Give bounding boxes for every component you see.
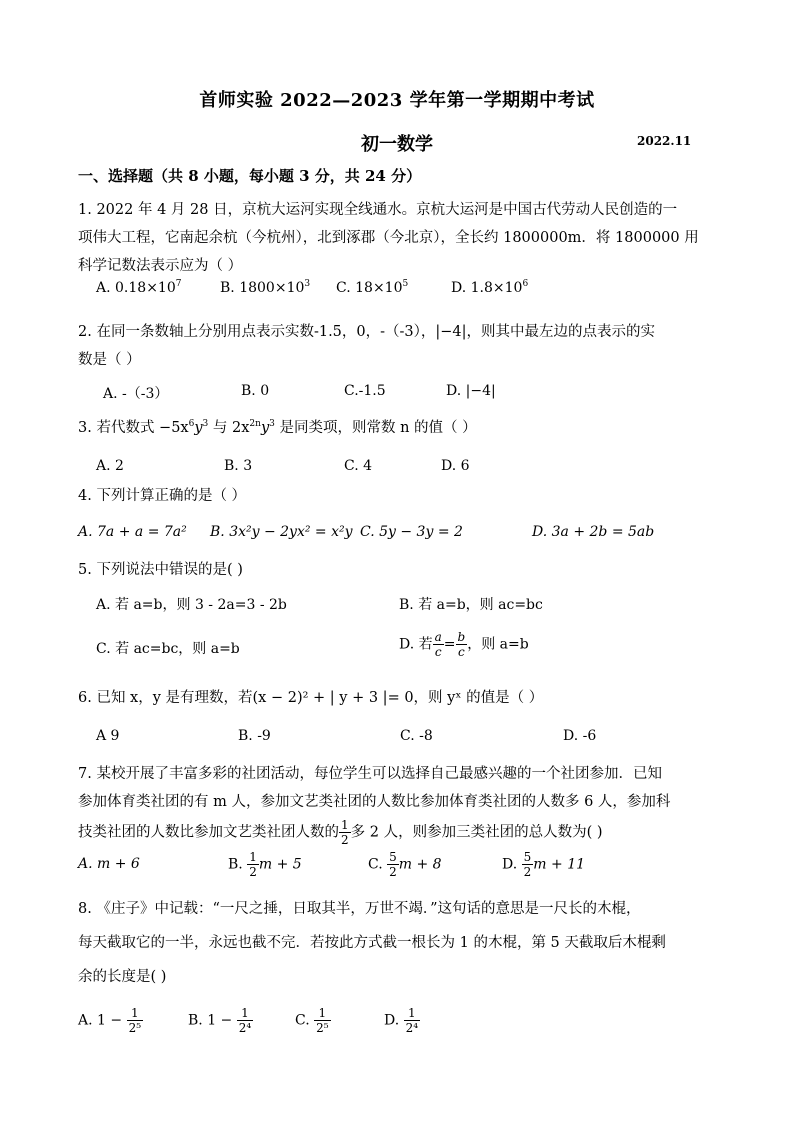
question-7-options [78, 850, 728, 884]
q6-option-b[interactable]: B. -9 [238, 728, 271, 744]
q5-option-c[interactable]: C. 若 ac=bc，则 a=b [96, 641, 240, 657]
section-heading: 一、选择题（共 8 小题，每小题 3 分，共 24 分） [78, 167, 422, 185]
q2-line-2: 数是（ ） [78, 352, 141, 368]
q1-line-2: 项伟大工程，它南起余杭（今杭州），北到涿郡（今北京），全长约 1800000m．将 1800000 用 [78, 230, 699, 246]
question-4-options [78, 524, 728, 548]
q2-option-d[interactable]: D. |−4| [446, 383, 496, 399]
question-5-options-row-2 [78, 630, 728, 670]
q8-line-1: 8. 《庄子》中记载：“一尺之捶，日取其半，万世不竭．”这句话的意思是一尺长的木棍， [78, 901, 641, 917]
q4-option-b[interactable]: B. 3x²y − 2yx² = x²y [210, 524, 353, 540]
q5-option-d[interactable]: D. 若 $\frac{a}{c}$ = $\frac{b}{c}$ ，则 a=b [399, 630, 529, 659]
q6-option-a[interactable]: A 9 [96, 728, 120, 744]
q6-option-c[interactable]: C. -8 [400, 728, 433, 744]
question-8-stem [78, 892, 718, 994]
exam-subject: 初一数学 [361, 134, 433, 155]
q8-line-3: 余的长度是( ) [78, 969, 167, 985]
q3-option-a[interactable]: A. 2 [96, 458, 124, 474]
q8-line-2: 每天截取它的一半，永远也截不完．若按此方式截一根长为 1 的木棍，第 5 天截取后木棍剩 [78, 935, 666, 951]
q5-option-a[interactable]: A. 若 a=b，则 3 - 2a=3 - 2b [96, 597, 287, 613]
q1-line-3: 科学记数法表示应为（ ） [78, 258, 243, 274]
q1-option-a[interactable]: A. $0.18\times 10^7$ [96, 279, 182, 296]
question-5-options-row-1 [78, 594, 728, 618]
q2-option-c[interactable]: C.-1.5 [344, 383, 386, 399]
q8-option-c[interactable]: C. $\frac{1}{\text{2⁵}}$ [295, 1006, 329, 1035]
q7-line-2: 参加体育类社团的有 m 人，参加文艺类社团的人数比参加体育类社团的人数多 6 人，参加科 [78, 794, 671, 810]
q7-option-c[interactable]: C. $\frac{5}{2}$ m + 8 [368, 850, 442, 879]
q4-option-c[interactable]: C. 5y − 3y = 2 [360, 524, 463, 540]
subtitle-row [0, 130, 794, 154]
question-2-options [78, 383, 728, 407]
q2-line-1: 2. 在同一条数轴上分别用点表示实数-1.5，0，-（-3），|−4|，则其中最左边的点表示的实 [78, 324, 656, 340]
question-3-stem: 3. 若代数式 $-5x^6y^3$ 与 $2x^{2n}y^3$ 是同类项，则常数 n 的值（ ） [78, 419, 477, 436]
q8-option-d[interactable]: D. $\frac{1}{\text{2⁴}}$ [384, 1006, 419, 1035]
q6-option-d[interactable]: D. -6 [563, 728, 597, 744]
q1-line-1: 1. 2022 年 4 月 28 日，京杭大运河实现全线通水。京杭大运河是中国古代劳动人民创造的一 [78, 202, 678, 218]
q4-option-a[interactable]: A. 7a + a = 7a² [78, 524, 187, 540]
q7-option-d[interactable]: D. $\frac{5}{2}$ m + 11 [502, 850, 586, 879]
question-6-options [78, 728, 728, 752]
question-4-stem: 4. 下列计算正确的是（ ） [78, 488, 247, 504]
question-5-stem: 5. 下列说法中错误的是( ) [78, 562, 243, 578]
q7-option-b[interactable]: B. $\frac{1}{2}$ m + 5 [228, 850, 302, 879]
question-1-stem [78, 196, 718, 280]
question-1-options [78, 280, 728, 304]
q7-option-a[interactable]: A. m + 6 [78, 856, 140, 872]
question-3-options [78, 458, 728, 482]
q3-option-b[interactable]: B. 3 [224, 458, 253, 474]
q3-option-c[interactable]: C. 4 [344, 458, 373, 474]
question-7-stem [78, 760, 718, 847]
q3-option-d[interactable]: D. 6 [441, 458, 470, 474]
q7-line-3: 技类社团的人数比参加文艺类社团人数的 $\frac{1}{2}$ 多 2 人，则参加三类社团的总人数为( ) [78, 818, 603, 847]
q7-line-1: 7. 某校开展了丰富多彩的社团活动，每位学生可以选择自己最感兴趣的一个社团参加．已知 [78, 766, 662, 782]
q1-option-d[interactable]: D. $1.8\times 10^6$ [451, 279, 529, 296]
q8-option-a[interactable]: A. 1 − $\frac{1}{\text{2⁵}}$ [78, 1006, 142, 1035]
q2-option-a[interactable]: A. -（-3） [103, 386, 169, 402]
q8-option-b[interactable]: B. 1 − $\frac{1}{\text{2⁴}}$ [188, 1006, 252, 1035]
q1-option-c[interactable]: C. $18\times 10^5$ [336, 279, 409, 296]
question-6-stem: 6. 已知 x，y 是有理数，若(x − 2)² + | y + 3 |= 0，则 yˣ 的值是（ ） [78, 690, 544, 706]
exam-date: 2022.11 [637, 134, 692, 148]
q4-option-d[interactable]: D. 3a + 2b = 5ab [532, 524, 655, 540]
q2-option-b[interactable]: B. 0 [241, 383, 270, 399]
question-8-options [78, 1006, 728, 1046]
exam-title: 首师实验 2022—2023 学年第一学期期中考试 [199, 90, 595, 111]
question-2-stem [78, 318, 718, 374]
q5-option-b[interactable]: B. 若 a=b，则 ac=bc [399, 597, 543, 613]
q1-option-b[interactable]: B. $1800\times 10^3$ [220, 279, 311, 296]
